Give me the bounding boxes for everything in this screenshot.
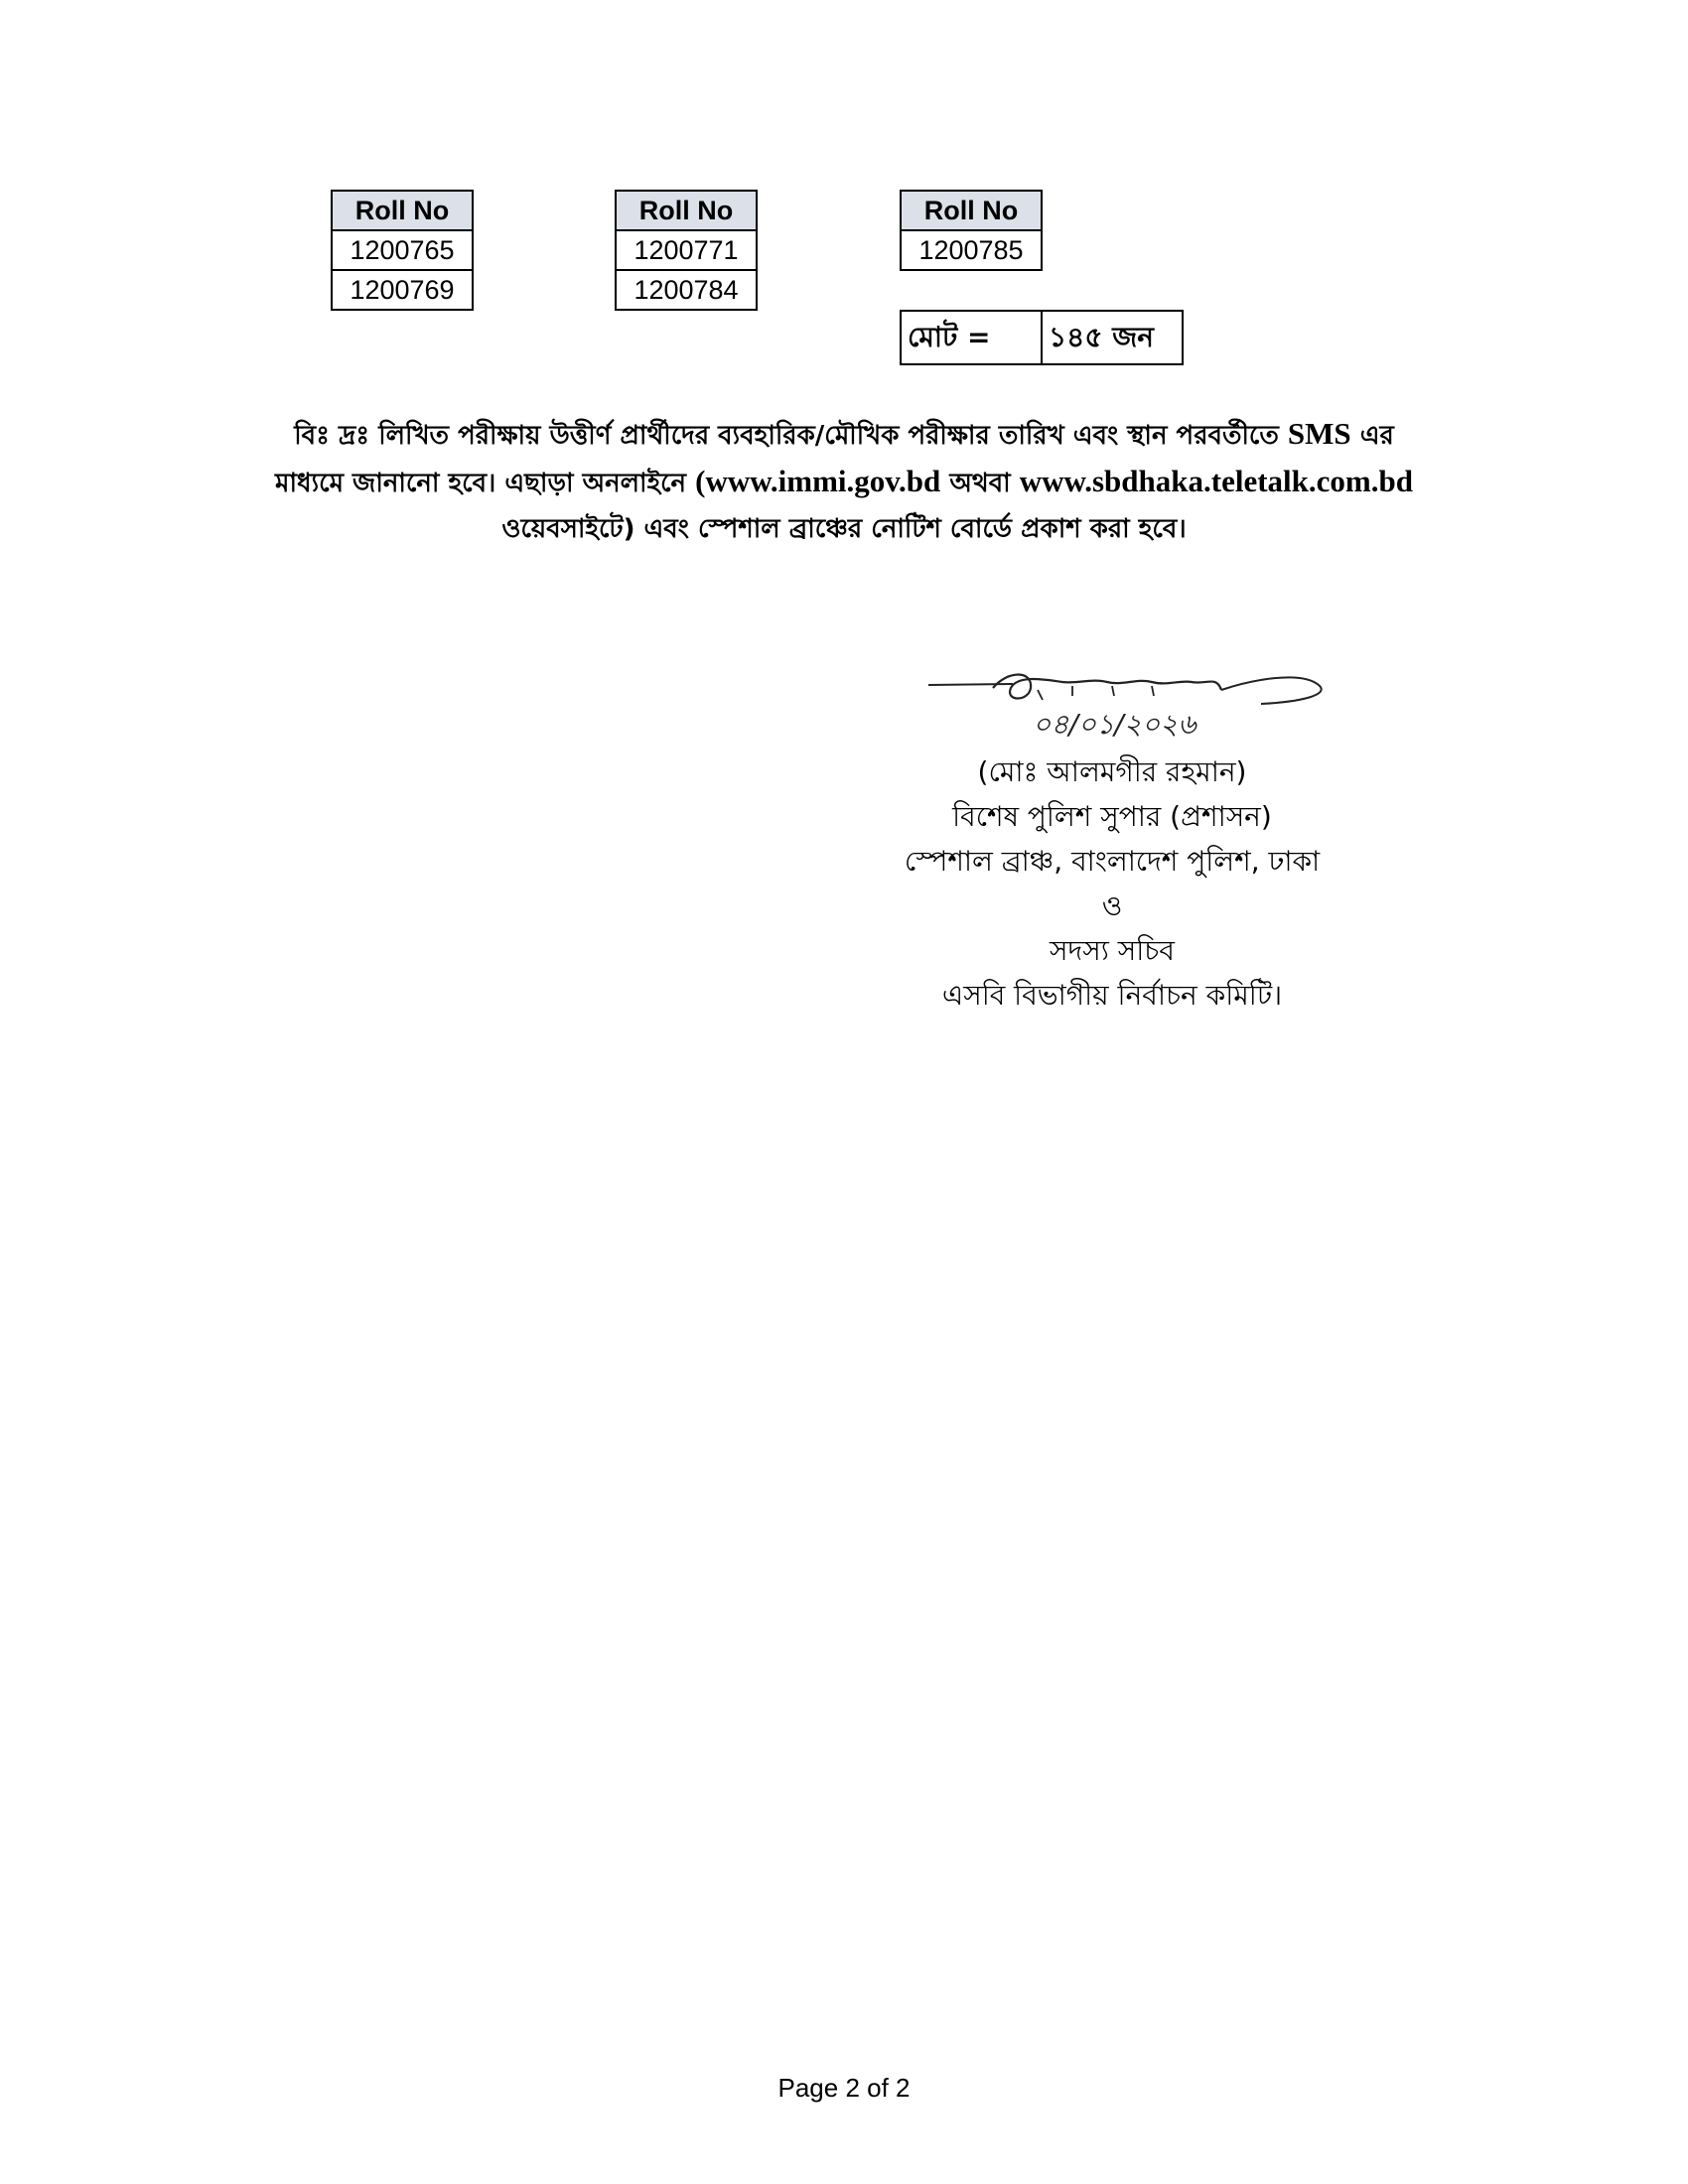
- signatory-unit: স্পেশাল ব্রাঞ্চ, বাংলাদেশ পুলিশ, ঢাকা: [904, 845, 1321, 878]
- immi-website-link: (www.immi.gov.bd: [695, 464, 941, 498]
- notice-text: বিঃ দ্রঃ লিখিত পরীক্ষায় উত্তীর্ণ প্রার্থীদের ব্যবহারিক/মৌখিক পরীক্ষার তারিখ এবং স্থান পরবর্তীতে: [294, 421, 1288, 451]
- signatory-designation: বিশেষ পুলিশ সুপার (প্রশাসন): [952, 800, 1272, 833]
- roll-table-1: [331, 190, 474, 311]
- signature-date: ০৪/০১/২০২৬: [1033, 708, 1196, 741]
- total-table: [900, 310, 1184, 365]
- signatory-conjunction: ও: [1101, 889, 1123, 922]
- notice-paragraph: [179, 411, 1509, 552]
- roll-cell: 1200771: [616, 230, 757, 270]
- notice-text: অথবা: [940, 469, 1020, 498]
- signatory-block: [844, 750, 1380, 1018]
- signatory-committee: এসবি বিভাগীয় নির্বাচন কমিটি।: [941, 979, 1283, 1012]
- roll-cell: 1200765: [332, 230, 473, 270]
- total-value: ১৪৫ জন: [1042, 311, 1183, 364]
- roll-table-2: [615, 190, 758, 311]
- signatory-name: (মোঃ আলমগীর রহমান): [977, 755, 1247, 788]
- notice-line-2: [179, 459, 1509, 506]
- roll-table-3: [900, 190, 1043, 271]
- roll-header: Roll No: [616, 191, 757, 230]
- sms-text: SMS: [1287, 416, 1351, 451]
- notice-text: মাধ্যমে জানানো হবে। এছাড়া অনলাইনে: [275, 469, 696, 498]
- roll-header: Roll No: [332, 191, 473, 230]
- roll-cell: 1200785: [901, 230, 1042, 270]
- notice-line-3: ওয়েবসাইটে) এবং স্পেশাল ব্রাঞ্চের নোটিশ বোর্ডে প্রকাশ করা হবে।: [501, 514, 1187, 544]
- roll-header: Roll No: [901, 191, 1042, 230]
- total-label: মোট =: [901, 311, 1042, 364]
- notice-line-1: [179, 411, 1509, 459]
- roll-cell: 1200769: [332, 270, 473, 310]
- notice-text: এর: [1350, 421, 1394, 451]
- teletalk-website-link: www.sbdhaka.teletalk.com.bd: [1019, 464, 1413, 498]
- roll-cell: 1200784: [616, 270, 757, 310]
- page-number: Page 2 of 2: [777, 2073, 911, 2103]
- signatory-role: সদস্য সচিব: [1050, 934, 1175, 967]
